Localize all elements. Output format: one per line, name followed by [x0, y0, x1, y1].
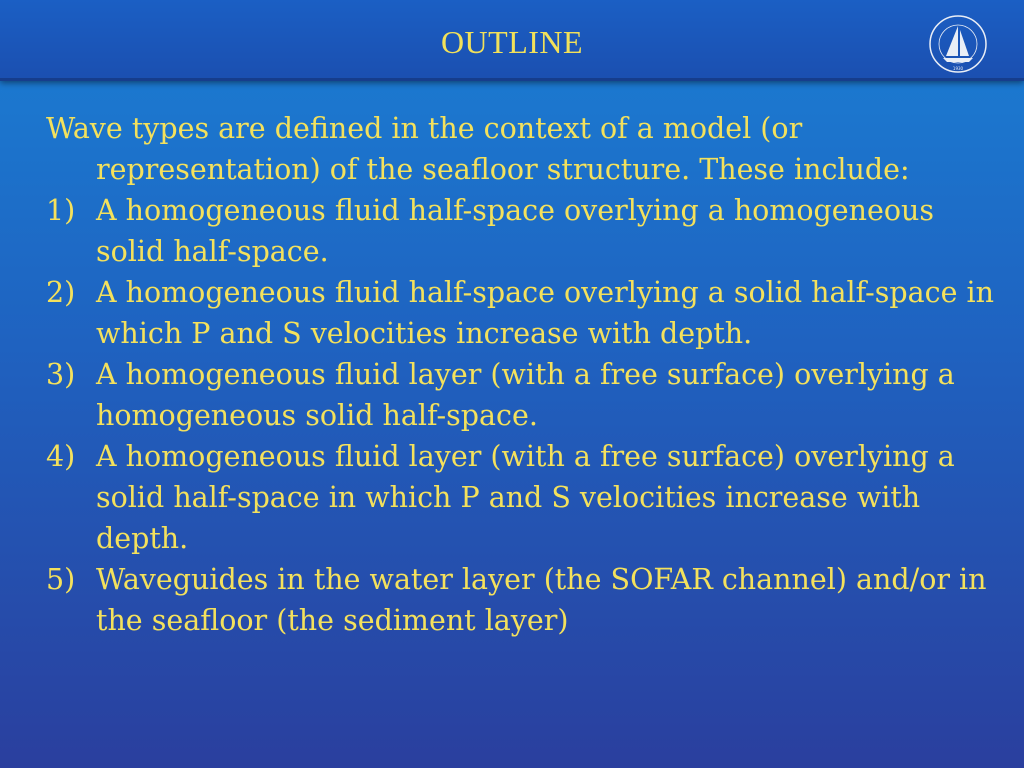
- list-item: [46, 272, 996, 354]
- list-item: [46, 354, 996, 436]
- list-item: [46, 190, 996, 272]
- list-item: [46, 436, 996, 559]
- sailboat-logo-icon: [928, 14, 988, 74]
- list-item-number: 2): [46, 276, 76, 309]
- list-item-number: 5): [46, 563, 76, 596]
- list-item-number: 4): [46, 440, 76, 473]
- slide-header: [0, 0, 1024, 80]
- list-item-text: A homogeneous fluid layer (with a free surface) overlying a solid half-space in which P and S velocities increase with depth.: [96, 440, 955, 555]
- header-divider: [0, 78, 1024, 81]
- slide-title: OUTLINE: [440, 24, 584, 60]
- list-item-text: A homogeneous fluid half-space overlying a homogeneous solid half-space.: [96, 194, 934, 268]
- slide-body: [46, 108, 996, 641]
- list-item-text: A homogeneous fluid layer (with a free surface) overlying a homogeneous solid half-space.: [96, 358, 955, 432]
- intro-paragraph: Wave types are defined in the context of a model (or representation) of the seafloor structure. These include:: [46, 112, 910, 186]
- logo-year: 1930: [952, 66, 964, 71]
- list-item: [46, 559, 996, 641]
- list-item-number: 1): [46, 194, 76, 227]
- list-item-text: A homogeneous fluid half-space overlying a solid half-space in which P and S velocities increase with depth.: [96, 276, 994, 350]
- list-item-text: Waveguides in the water layer (the SOFAR channel) and/or in the seafloor (the sediment layer): [96, 563, 987, 637]
- list-item-number: 3): [46, 358, 76, 391]
